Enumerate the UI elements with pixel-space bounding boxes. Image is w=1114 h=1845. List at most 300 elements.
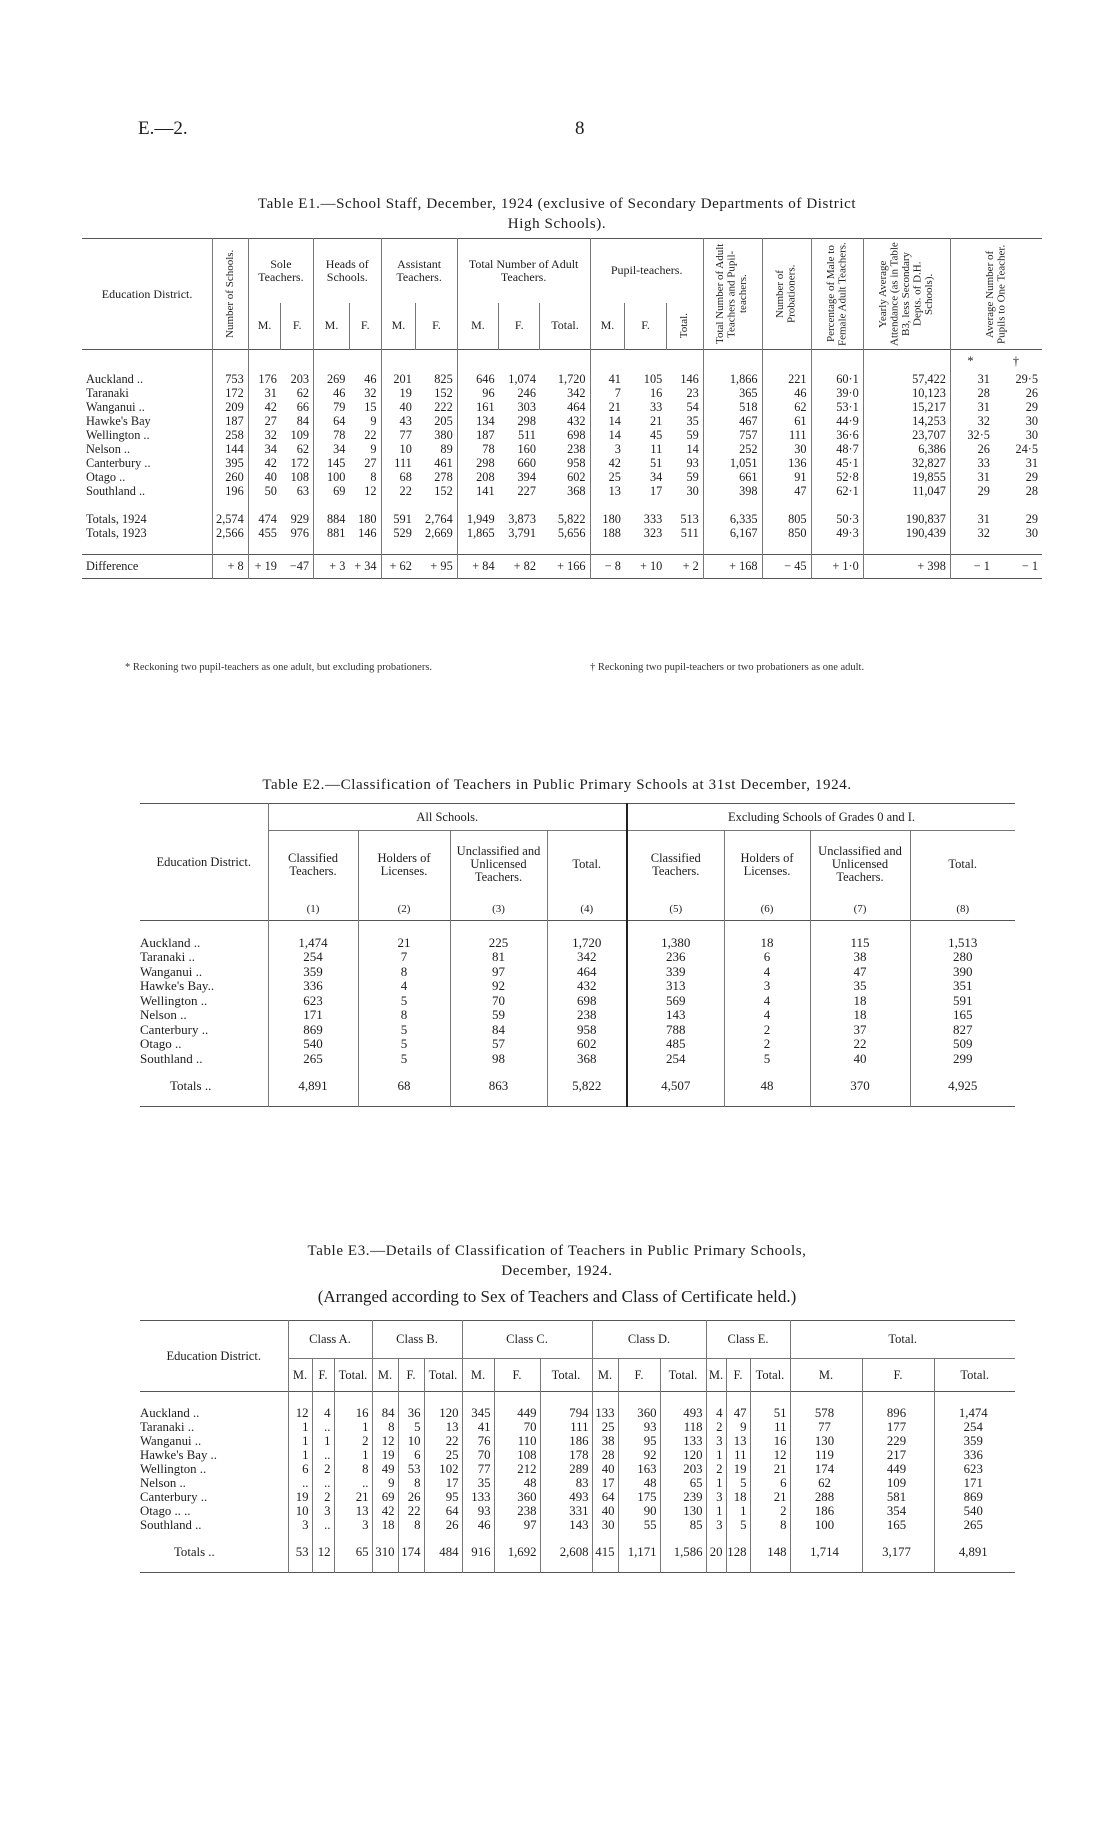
- e3-sub-header: F.: [494, 1358, 540, 1391]
- e1-cell: 203: [290, 371, 310, 386]
- page-header-left: E.—2.: [138, 118, 188, 139]
- e1-cell: 9: [370, 413, 377, 428]
- e1-cell: 1,866: [703, 372, 762, 386]
- e2-col-number: (2): [358, 899, 450, 921]
- e3-row-label: Totals ..: [174, 1544, 215, 1559]
- e3-cell: 3,177: [862, 1532, 934, 1572]
- e2-cell: 5: [358, 994, 450, 1009]
- e1-cell: 25: [590, 470, 625, 484]
- e1-empty-cell: [499, 540, 540, 555]
- e3-empty-cell: [494, 1392, 540, 1407]
- e1-row-label: Totals, 1924: [86, 511, 147, 526]
- e1-cell: 78: [457, 442, 498, 456]
- e1-col-percentage: [811, 239, 863, 350]
- e1-cell: 52·8: [811, 470, 863, 484]
- e3-spacer: [140, 1392, 1015, 1407]
- e3-sub-header: F.: [726, 1358, 750, 1391]
- e3-cell: 42: [372, 1504, 398, 1518]
- e1-empty-cell: [457, 350, 498, 372]
- e1-cell: 190,837: [863, 512, 950, 526]
- e1-cell: 53·1: [811, 400, 863, 414]
- e3-cell: 869: [934, 1490, 1015, 1504]
- e1-empty-cell: [590, 350, 625, 372]
- e3-table-row: [140, 1532, 1015, 1572]
- e1-empty-cell: [863, 540, 950, 555]
- table-e1: [82, 238, 1042, 579]
- e1-cell: 32,827: [863, 456, 950, 470]
- e2-cell: 5,822: [547, 1066, 627, 1106]
- e2-cell: 35: [810, 979, 910, 994]
- e3-cell: 289: [540, 1462, 592, 1476]
- table-e3-subtitle: (Arranged according to Sex of Teachers and Class of Certificate held.): [317, 1287, 797, 1306]
- e2-col-number: (1): [268, 899, 358, 921]
- e1-cell: 23,707: [863, 428, 950, 442]
- e1-cell: 111: [762, 428, 811, 442]
- e3-cell: 111: [540, 1420, 592, 1434]
- e2-cell: 368: [547, 1052, 627, 1067]
- e1-cell: 47: [762, 484, 811, 498]
- e3-empty-cell: [540, 1392, 592, 1407]
- e1-row-label: Canterbury ..: [86, 455, 151, 470]
- e3-cell: 2: [750, 1504, 790, 1518]
- e1-cell: 209: [213, 400, 249, 414]
- e1-cell: 467: [703, 414, 762, 428]
- e1-cell: 398: [703, 484, 762, 498]
- e3-group-header: Class A.: [288, 1321, 372, 1359]
- e3-cell: 120: [424, 1406, 462, 1420]
- e3-cell: 133: [660, 1434, 706, 1448]
- e1-empty-cell: [349, 498, 381, 512]
- e3-cell: 265: [934, 1518, 1015, 1532]
- e2-cell: 18: [810, 994, 910, 1009]
- e1-cell: 15,217: [863, 400, 950, 414]
- e3-cell: 6: [288, 1462, 312, 1476]
- e1-cell: 208: [457, 470, 498, 484]
- e1-row-label: Wellington ..: [86, 427, 150, 442]
- e3-cell: 345: [462, 1406, 494, 1420]
- e1-cell: 161: [457, 400, 498, 414]
- e1-sole-f: F.: [281, 303, 314, 350]
- e3-group-header: Total.: [790, 1321, 1015, 1359]
- e2-col-number: (8): [910, 899, 1015, 921]
- e1-pupil-m: M.: [590, 303, 625, 350]
- e1-col-schools: [213, 239, 249, 350]
- e3-cell: 12: [312, 1532, 334, 1572]
- e1-row-label: Hawke's Bay: [86, 413, 151, 428]
- e3-cell: ..: [312, 1448, 334, 1462]
- e1-row-label: Auckland ..: [86, 371, 144, 386]
- e3-sub-header: M.: [790, 1358, 862, 1391]
- e2-cell: 591: [910, 994, 1015, 1009]
- e3-empty-cell: [424, 1392, 462, 1407]
- e3-cell: 120: [660, 1448, 706, 1462]
- e3-empty-cell: [592, 1392, 618, 1407]
- e1-empty-cell: [666, 540, 703, 555]
- e3-cell: 102: [424, 1462, 462, 1476]
- e1-cell: 30: [1025, 427, 1038, 442]
- e1-table-row: [82, 484, 1042, 498]
- e2-table-row: [140, 1066, 1015, 1106]
- e1-cell: 180: [358, 511, 377, 526]
- e3-cell: 133: [592, 1406, 618, 1420]
- e1-cell: 78: [314, 428, 350, 442]
- e1-cell: 172: [290, 455, 310, 470]
- e1-cell: 10,123: [863, 386, 950, 400]
- e3-cell: 163: [618, 1462, 660, 1476]
- e1-cell: 511: [517, 427, 536, 442]
- e1-assist-m: M.: [381, 303, 416, 350]
- e2-cell: 5: [358, 1037, 450, 1052]
- e1-adult-m: M.: [457, 303, 498, 350]
- e1-cell: 144: [213, 442, 249, 456]
- e1-cell: 79: [314, 400, 350, 414]
- e2-empty-cell: [140, 921, 268, 936]
- e1-cell: 9: [370, 441, 377, 456]
- e3-cell: 493: [660, 1406, 706, 1420]
- e1-cell: 32: [364, 385, 377, 400]
- e1-empty-cell: [762, 540, 811, 555]
- e3-cell: 51: [750, 1406, 790, 1420]
- e2-col-header: Classified Teachers.: [627, 831, 724, 899]
- e1-cell: 26: [1025, 385, 1038, 400]
- e3-cell: 217: [862, 1448, 934, 1462]
- e1-cell: 93: [686, 455, 699, 470]
- e1-col-sole: Sole Teachers.: [248, 239, 313, 303]
- e1-empty-cell: [994, 498, 1042, 512]
- e1-cell: + 168: [703, 554, 762, 578]
- table-e2: [140, 803, 1015, 1107]
- e2-cell: 602: [547, 1037, 627, 1052]
- e1-cell: 39·0: [811, 386, 863, 400]
- e3-cell: 3: [334, 1518, 372, 1532]
- e1-cell: 511: [680, 525, 699, 540]
- e2-cell: 2: [724, 1023, 810, 1038]
- e2-cell: 4,507: [627, 1066, 724, 1106]
- e3-cell: 165: [862, 1518, 934, 1532]
- e1-empty-cell: [381, 498, 416, 512]
- e1-table-row: [82, 554, 1042, 578]
- e3-cell: 26: [424, 1518, 462, 1532]
- e1-assist-f: F.: [416, 303, 457, 350]
- e3-sub-header: F.: [862, 1358, 934, 1391]
- e3-cell: 9: [726, 1420, 750, 1434]
- e1-cell: 64: [314, 414, 350, 428]
- e3-cell: 1,474: [934, 1406, 1015, 1420]
- e3-cell: 41: [462, 1420, 494, 1434]
- e3-row-label: Hawke's Bay ..: [140, 1448, 217, 1462]
- e1-cell: 62·1: [811, 484, 863, 498]
- e1-cell: 591: [381, 512, 416, 526]
- e1-cell: 474: [248, 512, 281, 526]
- e1-cell: + 1·0: [811, 554, 863, 578]
- table-e3-title-line1: Table E3.—Details of Classification of Teachers in Public Primary Schools,: [307, 1243, 807, 1259]
- e3-cell: 1: [334, 1420, 372, 1434]
- e1-pupil-total-label: Total.: [678, 313, 690, 339]
- e3-cell: 229: [862, 1434, 934, 1448]
- e3-cell: 1: [288, 1448, 312, 1462]
- e3-cell: 93: [618, 1420, 660, 1434]
- e1-cell: 45: [649, 427, 663, 442]
- e2-cell: 313: [627, 979, 724, 994]
- e3-cell: 70: [462, 1448, 494, 1462]
- e2-table-row: [140, 1052, 1015, 1067]
- e3-cell: 11: [750, 1420, 790, 1434]
- e3-empty-cell: [934, 1392, 1015, 1407]
- e1-empty-cell: [314, 350, 350, 372]
- e2-row-label: Taranaki ..: [140, 949, 196, 964]
- e1-cell: 881: [314, 526, 350, 540]
- e1-cell: 22: [381, 484, 416, 498]
- e2-cell: 339: [627, 965, 724, 980]
- e2-col-header: Classified Teachers.: [268, 831, 358, 899]
- e2-cell: 21: [358, 936, 450, 951]
- e3-cell: 578: [790, 1406, 862, 1420]
- e2-row-label: Totals ..: [170, 1077, 212, 1093]
- e3-cell: 5: [726, 1476, 750, 1490]
- e3-cell: 110: [494, 1434, 540, 1448]
- e3-empty-cell: [398, 1392, 424, 1407]
- e2-cell: 540: [268, 1037, 358, 1052]
- e1-cell: 30: [1025, 413, 1038, 428]
- e3-sub-header: F.: [618, 1358, 660, 1391]
- e1-cell: 394: [517, 469, 536, 484]
- e1-spacer: [82, 540, 1042, 555]
- e3-cell: 95: [424, 1490, 462, 1504]
- e1-cell: 26: [950, 442, 994, 456]
- e1-cell: 196: [213, 484, 249, 498]
- e2-cell: 342: [547, 950, 627, 965]
- e3-cell: 13: [726, 1434, 750, 1448]
- e1-cell: 60·1: [811, 372, 863, 386]
- e1-cell: 19: [381, 386, 416, 400]
- e3-sub-header: Total.: [424, 1358, 462, 1391]
- e1-cell: 2,574: [213, 512, 249, 526]
- e1-empty-cell: [666, 350, 703, 372]
- e1-cell: + 398: [863, 554, 950, 578]
- e2-cell: 1,474: [268, 936, 358, 951]
- e2-col-header: Unclassified and Unlicensed Teachers.: [810, 831, 910, 899]
- e1-cell: 152: [434, 483, 453, 498]
- e3-cell: 13: [334, 1504, 372, 1518]
- e3-cell: 6: [750, 1476, 790, 1490]
- e1-adult-total: Total.: [540, 303, 590, 350]
- e1-cell: 59: [686, 469, 699, 484]
- e1-cell: 42: [590, 456, 625, 470]
- e1-cell: 2,764: [425, 511, 453, 526]
- e3-table-row: [140, 1434, 1015, 1448]
- e1-cell: 29: [1025, 399, 1038, 414]
- e1-cell: 7: [590, 386, 625, 400]
- e1-cell: 602: [567, 469, 586, 484]
- e1-cell: + 34: [354, 559, 377, 573]
- e1-col-heads: Heads of Schools.: [314, 239, 381, 303]
- e1-cell: 3,791: [508, 525, 536, 540]
- e2-cell: 98: [450, 1052, 547, 1067]
- e1-cell: 105: [643, 371, 663, 386]
- e3-cell: 415: [592, 1532, 618, 1572]
- e3-table-row: [140, 1406, 1015, 1420]
- e1-empty-cell: [540, 540, 590, 555]
- e1-cell: 201: [381, 372, 416, 386]
- e3-table-row: [140, 1518, 1015, 1532]
- e3-cell: 239: [660, 1490, 706, 1504]
- e3-cell: 130: [790, 1434, 862, 1448]
- e3-empty-cell: [288, 1392, 312, 1407]
- e3-group-header: Class B.: [372, 1321, 462, 1359]
- e3-cell: 493: [540, 1490, 592, 1504]
- e2-col-number: (6): [724, 899, 810, 921]
- e1-cell: 929: [290, 511, 310, 526]
- e3-cell: 1,586: [660, 1532, 706, 1572]
- e1-cell: 303: [517, 399, 536, 414]
- e1-cell: 1,865: [457, 526, 498, 540]
- e2-col-header: Total.: [910, 831, 1015, 899]
- e2-cell: 81: [450, 950, 547, 965]
- e1-table-row: [82, 470, 1042, 484]
- e2-empty-cell: [358, 921, 450, 936]
- e1-empty-cell: [863, 498, 950, 512]
- table-e3: [140, 1320, 1015, 1573]
- e3-cell: 174: [790, 1462, 862, 1476]
- e1-empty-cell: [625, 540, 666, 555]
- e2-table-row: [140, 979, 1015, 994]
- e1-cell: − 45: [762, 554, 811, 578]
- e1-cell: 976: [290, 525, 310, 540]
- e3-cell: 25: [592, 1420, 618, 1434]
- e1-empty-cell: [811, 498, 863, 512]
- e2-row-label: Hawke's Bay..: [140, 978, 215, 993]
- e1-cell: 5,822: [557, 511, 586, 526]
- e1-cell: 19,855: [863, 470, 950, 484]
- e3-empty-cell: [706, 1392, 726, 1407]
- e1-empty-cell: [499, 350, 540, 372]
- e2-empty-cell: [268, 921, 358, 936]
- e2-empty-cell: [450, 921, 547, 936]
- e2-empty-cell: [547, 921, 627, 936]
- e1-sole-m: M.: [248, 303, 281, 350]
- e1-cell: 269: [314, 372, 350, 386]
- e1-cell: 14: [686, 441, 699, 456]
- e1-cell: 17: [649, 483, 663, 498]
- e3-cell: 48: [494, 1476, 540, 1490]
- e1-pupil-total: [666, 303, 703, 350]
- e3-cell: 6: [398, 1448, 424, 1462]
- e3-cell: 10: [288, 1504, 312, 1518]
- e1-cell: 31: [950, 372, 994, 386]
- e3-sub-header: Total.: [540, 1358, 592, 1391]
- e1-empty-cell: [457, 540, 498, 555]
- e1-table-row: [82, 526, 1042, 540]
- e3-cell: 540: [934, 1504, 1015, 1518]
- e3-cell: 22: [424, 1434, 462, 1448]
- e2-col-excl: Excluding Schools of Grades 0 and I.: [627, 804, 1015, 831]
- e2-cell: 2: [724, 1037, 810, 1052]
- e1-empty-cell: [703, 540, 762, 555]
- e1-empty-cell: [349, 540, 381, 555]
- e1-cell: 35: [686, 413, 699, 428]
- e1-cell: −47: [289, 559, 310, 573]
- e3-cell: 212: [494, 1462, 540, 1476]
- e3-row-label: Auckland ..: [140, 1406, 200, 1420]
- e2-col-header: Total.: [547, 831, 627, 899]
- e1-empty-cell: [281, 498, 314, 512]
- e2-row-label: Otago ..: [140, 1036, 182, 1051]
- e2-table-row: [140, 1023, 1015, 1038]
- e2-cell: 5: [358, 1023, 450, 1038]
- e1-col-probationers: [762, 239, 811, 350]
- e3-cell: 18: [726, 1490, 750, 1504]
- e2-cell: 1,720: [547, 936, 627, 951]
- e3-cell: 1: [288, 1434, 312, 1448]
- e3-cell: 128: [726, 1532, 750, 1572]
- e2-cell: 1,513: [910, 936, 1015, 951]
- e3-cell: 581: [862, 1490, 934, 1504]
- e1-cell: 529: [381, 526, 416, 540]
- e1-cell: 32: [950, 526, 994, 540]
- e1-cell: 29: [950, 484, 994, 498]
- e1-cell: 3: [590, 442, 625, 456]
- e1-cell: 68: [381, 470, 416, 484]
- e1-cell: 16: [649, 385, 663, 400]
- e1-cell: 134: [457, 414, 498, 428]
- e1-cell: 27: [248, 414, 281, 428]
- e1-empty-cell: [590, 498, 625, 512]
- e3-cell: 2: [334, 1434, 372, 1448]
- e1-cell: 14: [590, 428, 625, 442]
- e1-col-total-adult-pupil: [703, 239, 762, 350]
- e1-cell: 100: [314, 470, 350, 484]
- e1-cell: 31: [950, 512, 994, 526]
- e1-row-label: Totals, 1923: [86, 525, 147, 540]
- e3-cell: 175: [618, 1490, 660, 1504]
- e3-sub-header: Total.: [334, 1358, 372, 1391]
- e3-cell: 62: [790, 1476, 862, 1490]
- e1-cell: 461: [434, 455, 453, 470]
- e1-empty-cell: [590, 540, 625, 555]
- e1-cell: 34: [649, 469, 663, 484]
- e3-cell: 148: [750, 1532, 790, 1572]
- e3-cell: 16: [334, 1406, 372, 1420]
- e1-cell: 160: [517, 441, 536, 456]
- e2-cell: 236: [627, 950, 724, 965]
- e1-cell: 222: [434, 399, 453, 414]
- e1-empty-cell: [994, 540, 1042, 555]
- e2-cell: 238: [547, 1008, 627, 1023]
- e1-empty-cell: [703, 498, 762, 512]
- e3-group-header: Class C.: [462, 1321, 592, 1359]
- e1-empty-cell: [248, 498, 281, 512]
- e2-cell: 299: [910, 1052, 1015, 1067]
- e3-cell: 17: [424, 1476, 462, 1490]
- e1-cell: 34: [314, 442, 350, 456]
- e1-cell: 136: [762, 456, 811, 470]
- e2-table-row: [140, 936, 1015, 951]
- e1-cell: 884: [314, 512, 350, 526]
- e1-cell: 62: [296, 441, 310, 456]
- e3-cell: 8: [398, 1476, 424, 1490]
- e1-cell: 6,386: [863, 442, 950, 456]
- e1-heads-m: M.: [314, 303, 350, 350]
- e3-cell: 21: [334, 1490, 372, 1504]
- e1-empty-cell: [703, 350, 762, 372]
- e1-cell: 825: [434, 371, 453, 386]
- e1-cell: 10: [381, 442, 416, 456]
- e3-group-header: Class E.: [706, 1321, 790, 1359]
- e2-empty-cell: [627, 921, 724, 936]
- e3-cell: 3: [288, 1518, 312, 1532]
- e2-cell: 351: [910, 979, 1015, 994]
- e1-cell: 152: [434, 385, 453, 400]
